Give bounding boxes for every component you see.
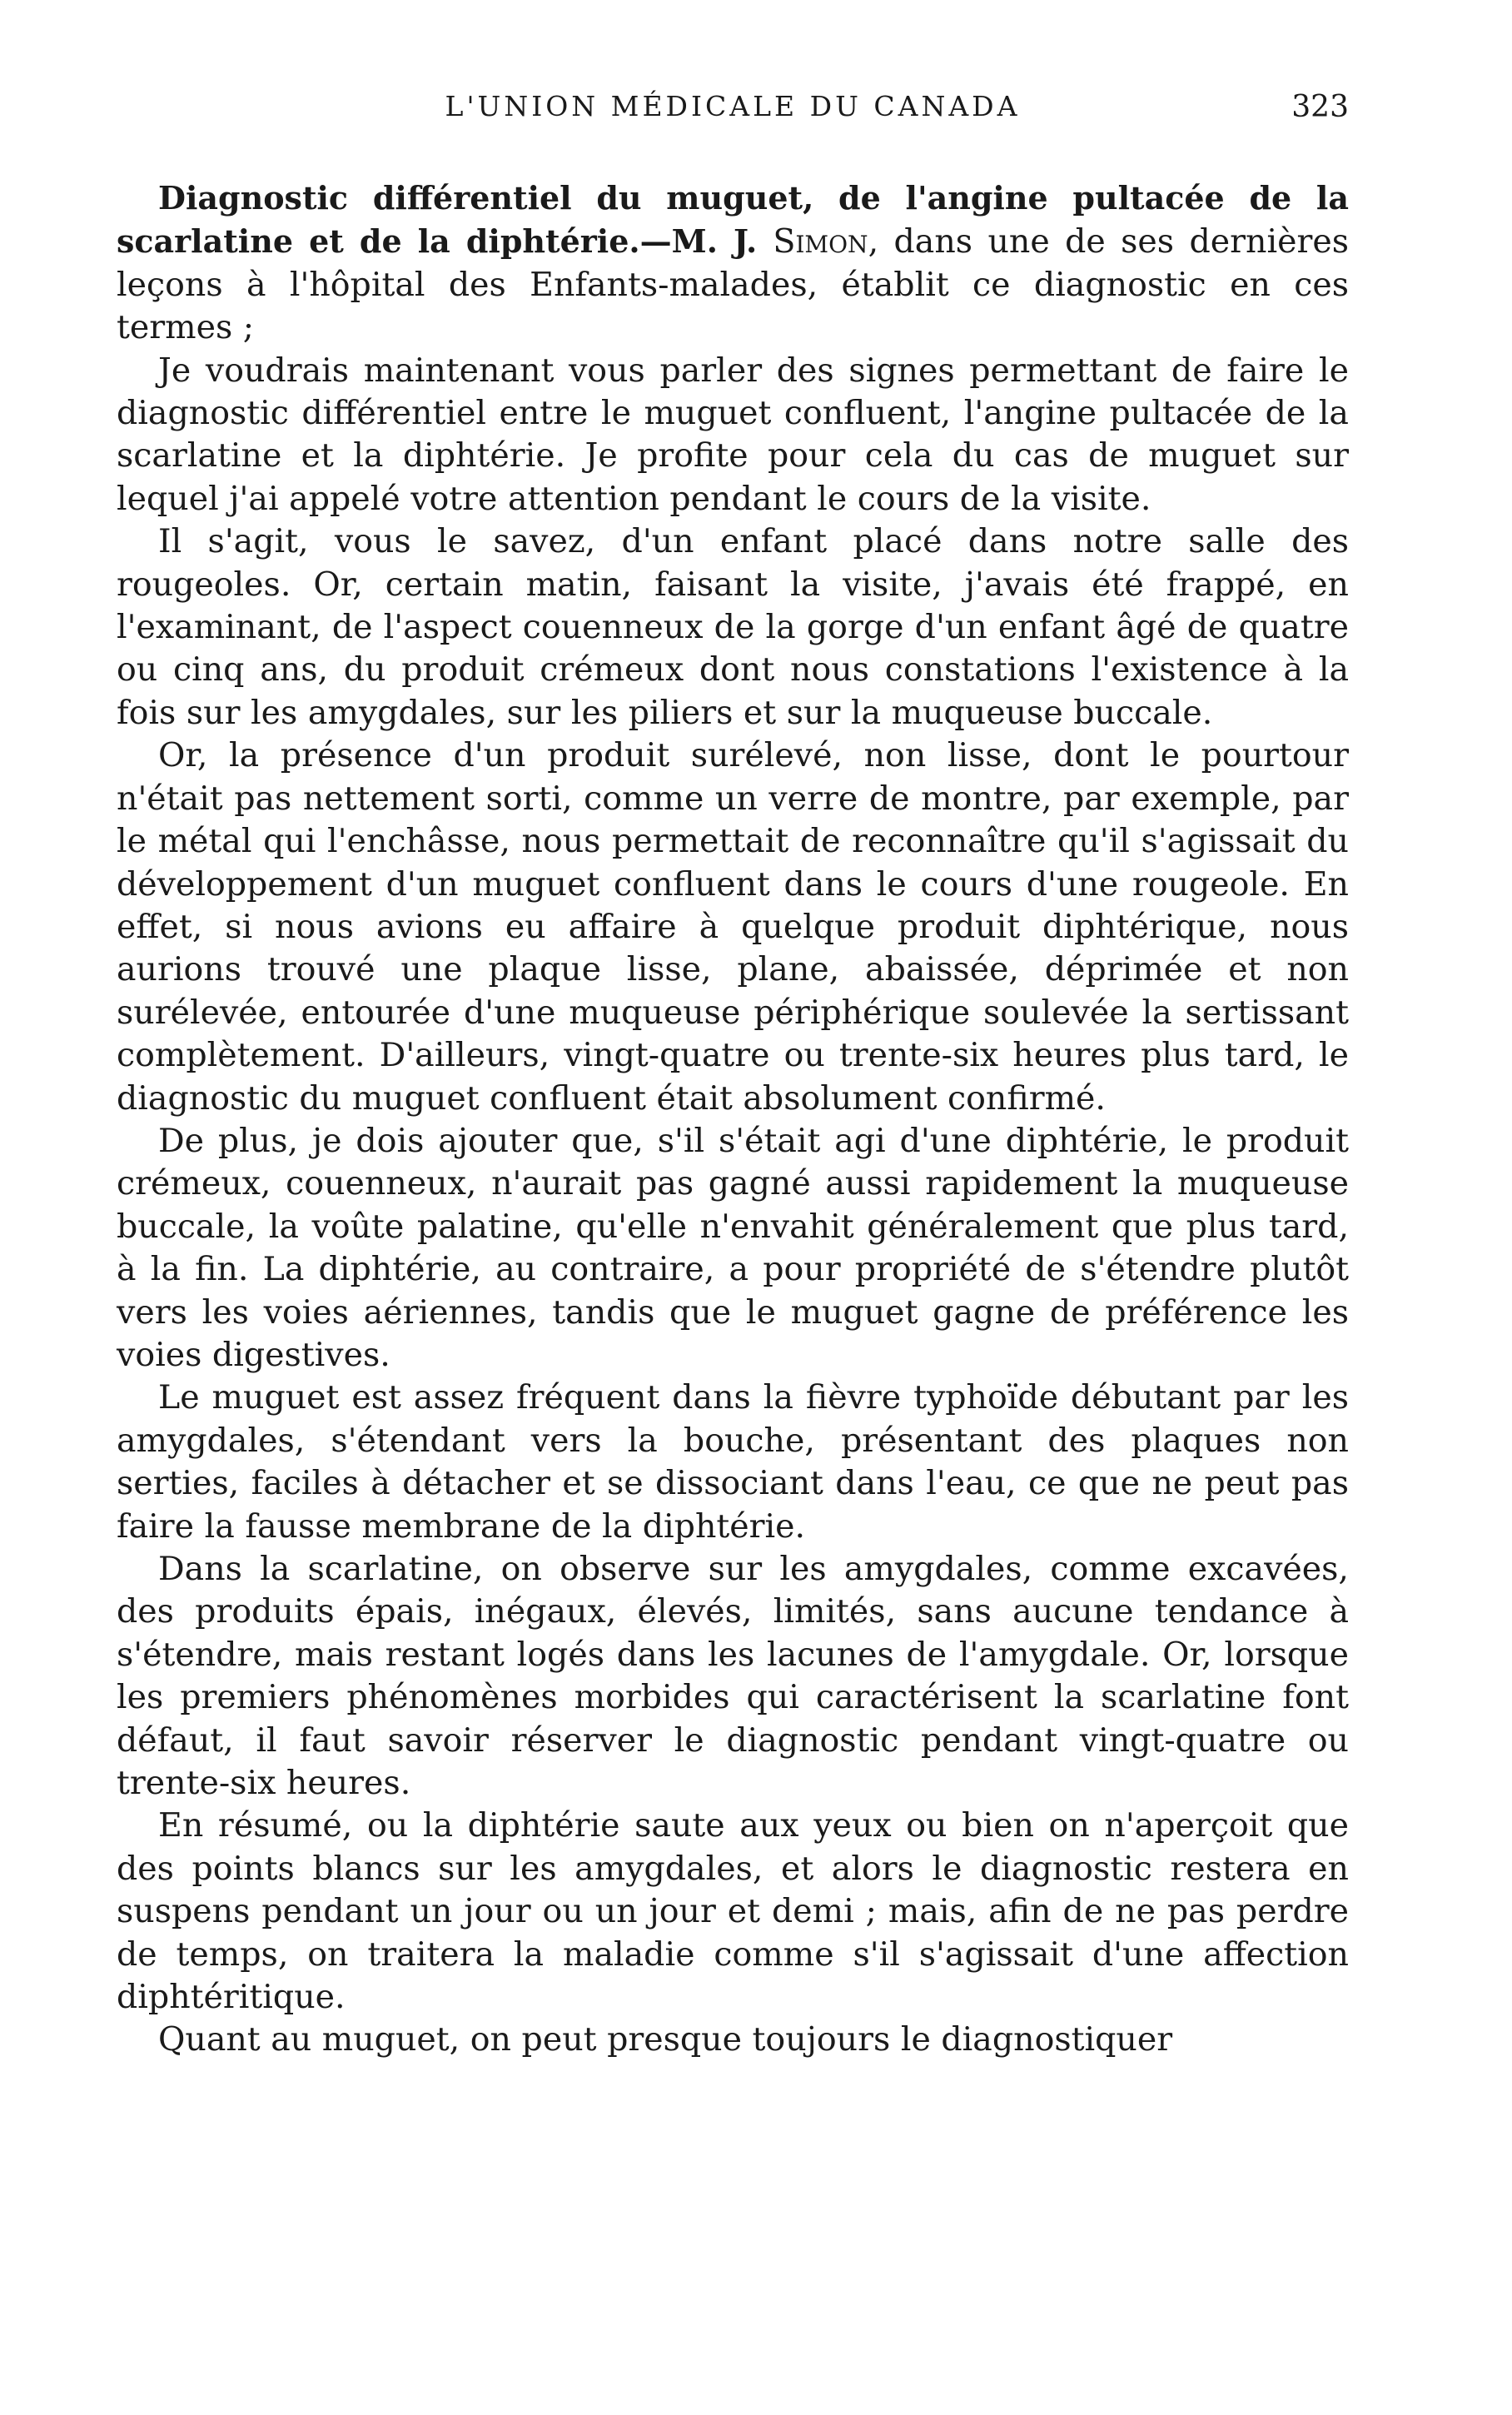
running-header [117,90,1349,140]
paragraph: Dans la scarlatine, on observe sur les amygdales, comme excavées, des produits épais, inégaux, élevés, limités, sans aucune tendance à s'étendre, mais restant logés dans les lacunes de l'amygdale. Or, lorsque les premiers phénomènes morbides qui caractérisent la scarlatine font défaut, il faut savoir réserver le diagnostic pendant vingt-quatre ou trente-six heures. [117,1550,1349,1803]
paragraph: Le muguet est assez fréquent dans la fièvre typhoïde débutant par les amygdales, s'étendant vers la bouche, présentant des plaques non serties, faciles à détacher et se dissociant dans l'eau, ce que ne peut pas faire la fausse membrane de la diphtérie. [117,1378,1349,1546]
author-name: Simon [773,222,868,261]
page-number: 323 [1291,90,1349,124]
paragraph: En résumé, ou la diphtérie saute aux yeux ou bien on n'aperçoit que des points blancs sur les amygdales, et alors le diagnostic restera en suspens pendant un jour ou un jour et demi ; mais, afin de ne pas perdre de temps, on traitera la maladie comme s'il s'agissait d'une affection diphtéritique. [117,1806,1349,2017]
article-intro-paragraph [117,177,1349,350]
intro-text: , dans une de ses dernières leçons à l'hôpital des Enfants-malades, établit ce diagnostic en ces termes ; [117,222,1349,347]
document-page [117,90,1349,2062]
article-body [117,177,1349,2062]
paragraph: Or, la présence d'un produit surélevé, non lisse, dont le pourtour n'était pas nettement sorti, comme un verre de montre, par exemple, par le métal qui l'enchâsse, nous permettait de reconnaître qu'il s'agissait du développement d'un muguet confluent dans le cours d'une rougeole. En effet, si nous avions eu affaire à quelque produit diphtérique, nous aurions trouvé une plaque lisse, plane, abaissée, déprimée et non surélevée, entourée d'une muqueuse périphérique soulevée la sertissant complètement. D'ailleurs, vingt-quatre ou trente-six heures plus tard, le diagnostic du muguet confluent était absolument confirmé. [117,736,1349,1118]
journal-title: L'UNION MÉDICALE DU CANADA [445,90,1021,122]
author-initial: —M. J. [639,222,773,261]
paragraph: Je voudrais maintenant vous parler des signes permettant de faire le diagnostic différentiel entre le muguet confluent, l'angine pultacée de la scarlatine et la diphtérie. Je profite pour cela du cas de muguet sur lequel j'ai appelé votre attention pendant le cours de la visite. [117,351,1349,518]
paragraph: De plus, je dois ajouter que, s'il s'était agi d'une diphtérie, le produit crémeux, couenneux, n'aurait pas gagné aussi rapidement la muqueuse buccale, la voûte palatine, qu'elle n'envahit généralement que plus tard, à la fin. La diphtérie, au contraire, a pour propriété de s'étendre plutôt vers les voies aériennes, tandis que le muguet gagne de préférence les voies digestives. [117,1121,1349,1374]
paragraph: Il s'agit, vous le savez, d'un enfant placé dans notre salle des rougeoles. Or, certain matin, faisant la visite, j'avais été frappé, en l'examinant, de l'aspect couenneux de la gorge d'un enfant âgé de quatre ou cinq ans, du produit crémeux dont nous constations l'existence à la fois sur les amygdales, sur les piliers et sur la muqueuse buccale. [117,522,1349,732]
article-title: Diagnostic différentiel du muguet, de l'angine pultacée de la scarlatine et de la diphtérie. [117,179,1349,261]
paragraph: Quant au muguet, on peut presque toujours le diagnostiquer [158,2020,1173,2059]
